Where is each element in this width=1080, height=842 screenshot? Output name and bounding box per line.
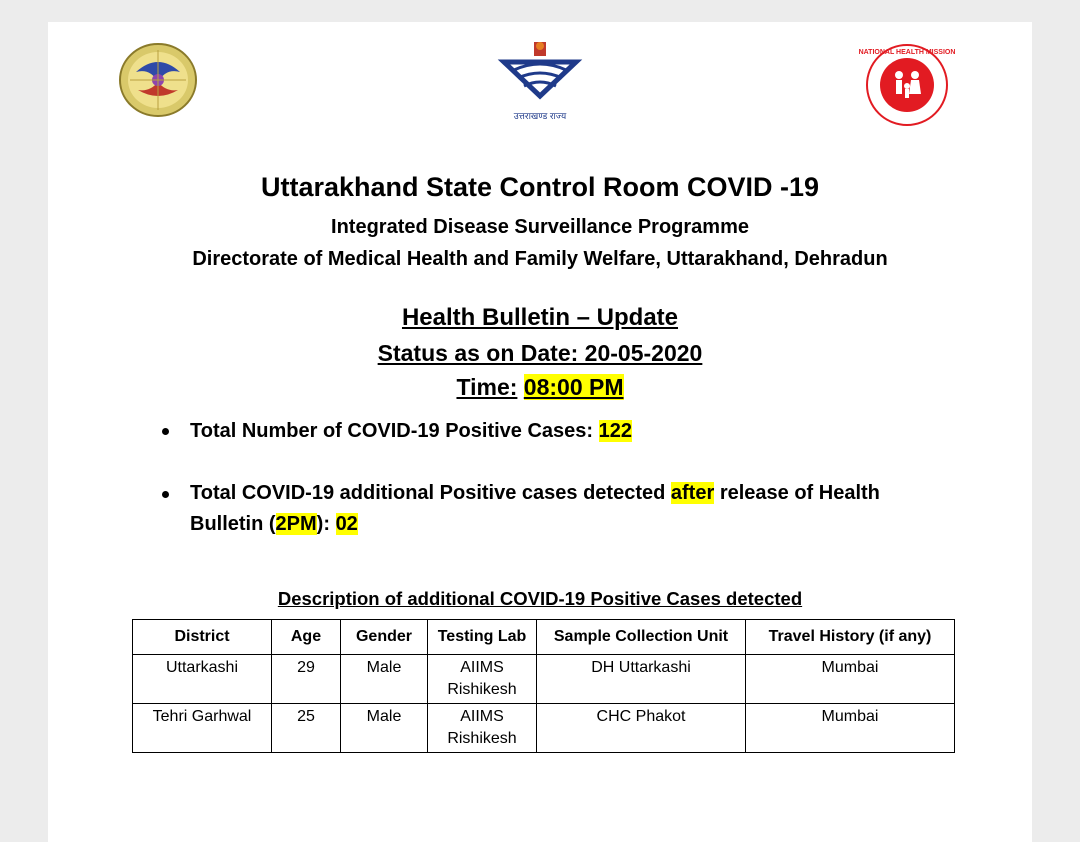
time-value: 08:00 PM bbox=[523, 374, 624, 400]
page-title: Uttarakhand State Control Room COVID -19 bbox=[260, 172, 820, 202]
time-label: Time: bbox=[456, 374, 518, 400]
header-age: Age bbox=[272, 620, 341, 655]
bulletin-time bbox=[48, 374, 1032, 401]
header-district: District bbox=[133, 620, 272, 655]
cell-sample-unit: DH Uttarkashi bbox=[537, 655, 746, 704]
header-travel-history: Travel History (if any) bbox=[746, 620, 955, 655]
emblem-caption: उत्तराखण्ड राज्य bbox=[513, 111, 567, 121]
cases-table bbox=[132, 619, 955, 753]
nhm-logo bbox=[858, 42, 956, 128]
nhm-ring-text: NATIONAL HEALTH MISSION bbox=[858, 49, 956, 56]
total-cases-line bbox=[190, 416, 632, 447]
bulletin-heading: Health Bulletin – Update bbox=[401, 304, 679, 331]
subtitle-programme: Integrated Disease Surveillance Programme bbox=[331, 216, 749, 238]
additional-text-1: Total COVID-19 additional Positive cases detected bbox=[190, 482, 666, 504]
header-gender: Gender bbox=[341, 620, 428, 655]
document-page bbox=[48, 22, 1032, 842]
uttarakhand-emblem bbox=[498, 38, 582, 121]
subtitle-directorate: Directorate of Medical Health and Family Welfare, Uttarakhand, Dehradun bbox=[192, 248, 888, 270]
additional-text-4: ): bbox=[316, 513, 330, 535]
table-header-row bbox=[133, 620, 955, 655]
cell-testing-lab: AIIMS Rishikesh bbox=[428, 655, 537, 704]
cell-gender: Male bbox=[341, 704, 428, 753]
cell-district: Uttarkashi bbox=[133, 655, 272, 704]
additional-text-2: release of Health bbox=[719, 482, 880, 504]
bulletin-status: Status as on Date: 20-05-2020 bbox=[377, 340, 703, 366]
additional-cases-value: 02 bbox=[335, 513, 358, 535]
cell-gender: Male bbox=[341, 655, 428, 704]
bullet-dot bbox=[162, 491, 169, 498]
total-cases-label: Total Number of COVID-19 Positive Cases: bbox=[190, 420, 594, 442]
table-row bbox=[133, 704, 955, 753]
bullet-dot bbox=[162, 428, 169, 435]
table-caption: Description of additional COVID-19 Positive Cases detected bbox=[277, 588, 803, 609]
idsp-logo bbox=[118, 42, 198, 118]
cell-age: 25 bbox=[272, 704, 341, 753]
table-row bbox=[133, 655, 955, 704]
header-testing-lab: Testing Lab bbox=[428, 620, 537, 655]
cell-testing-lab: AIIMS Rishikesh bbox=[428, 704, 537, 753]
additional-2pm: 2PM bbox=[275, 513, 317, 535]
cell-age: 29 bbox=[272, 655, 341, 704]
cell-travel-history: Mumbai bbox=[746, 655, 955, 704]
cell-travel-history: Mumbai bbox=[746, 704, 955, 753]
additional-after: after bbox=[670, 482, 715, 504]
total-cases-value: 122 bbox=[598, 420, 632, 442]
additional-text-3: Bulletin ( bbox=[190, 513, 276, 535]
additional-cases-line bbox=[190, 478, 950, 540]
cell-district: Tehri Garhwal bbox=[133, 704, 272, 753]
header-sample-unit: Sample Collection Unit bbox=[537, 620, 746, 655]
cell-sample-unit: CHC Phakot bbox=[537, 704, 746, 753]
